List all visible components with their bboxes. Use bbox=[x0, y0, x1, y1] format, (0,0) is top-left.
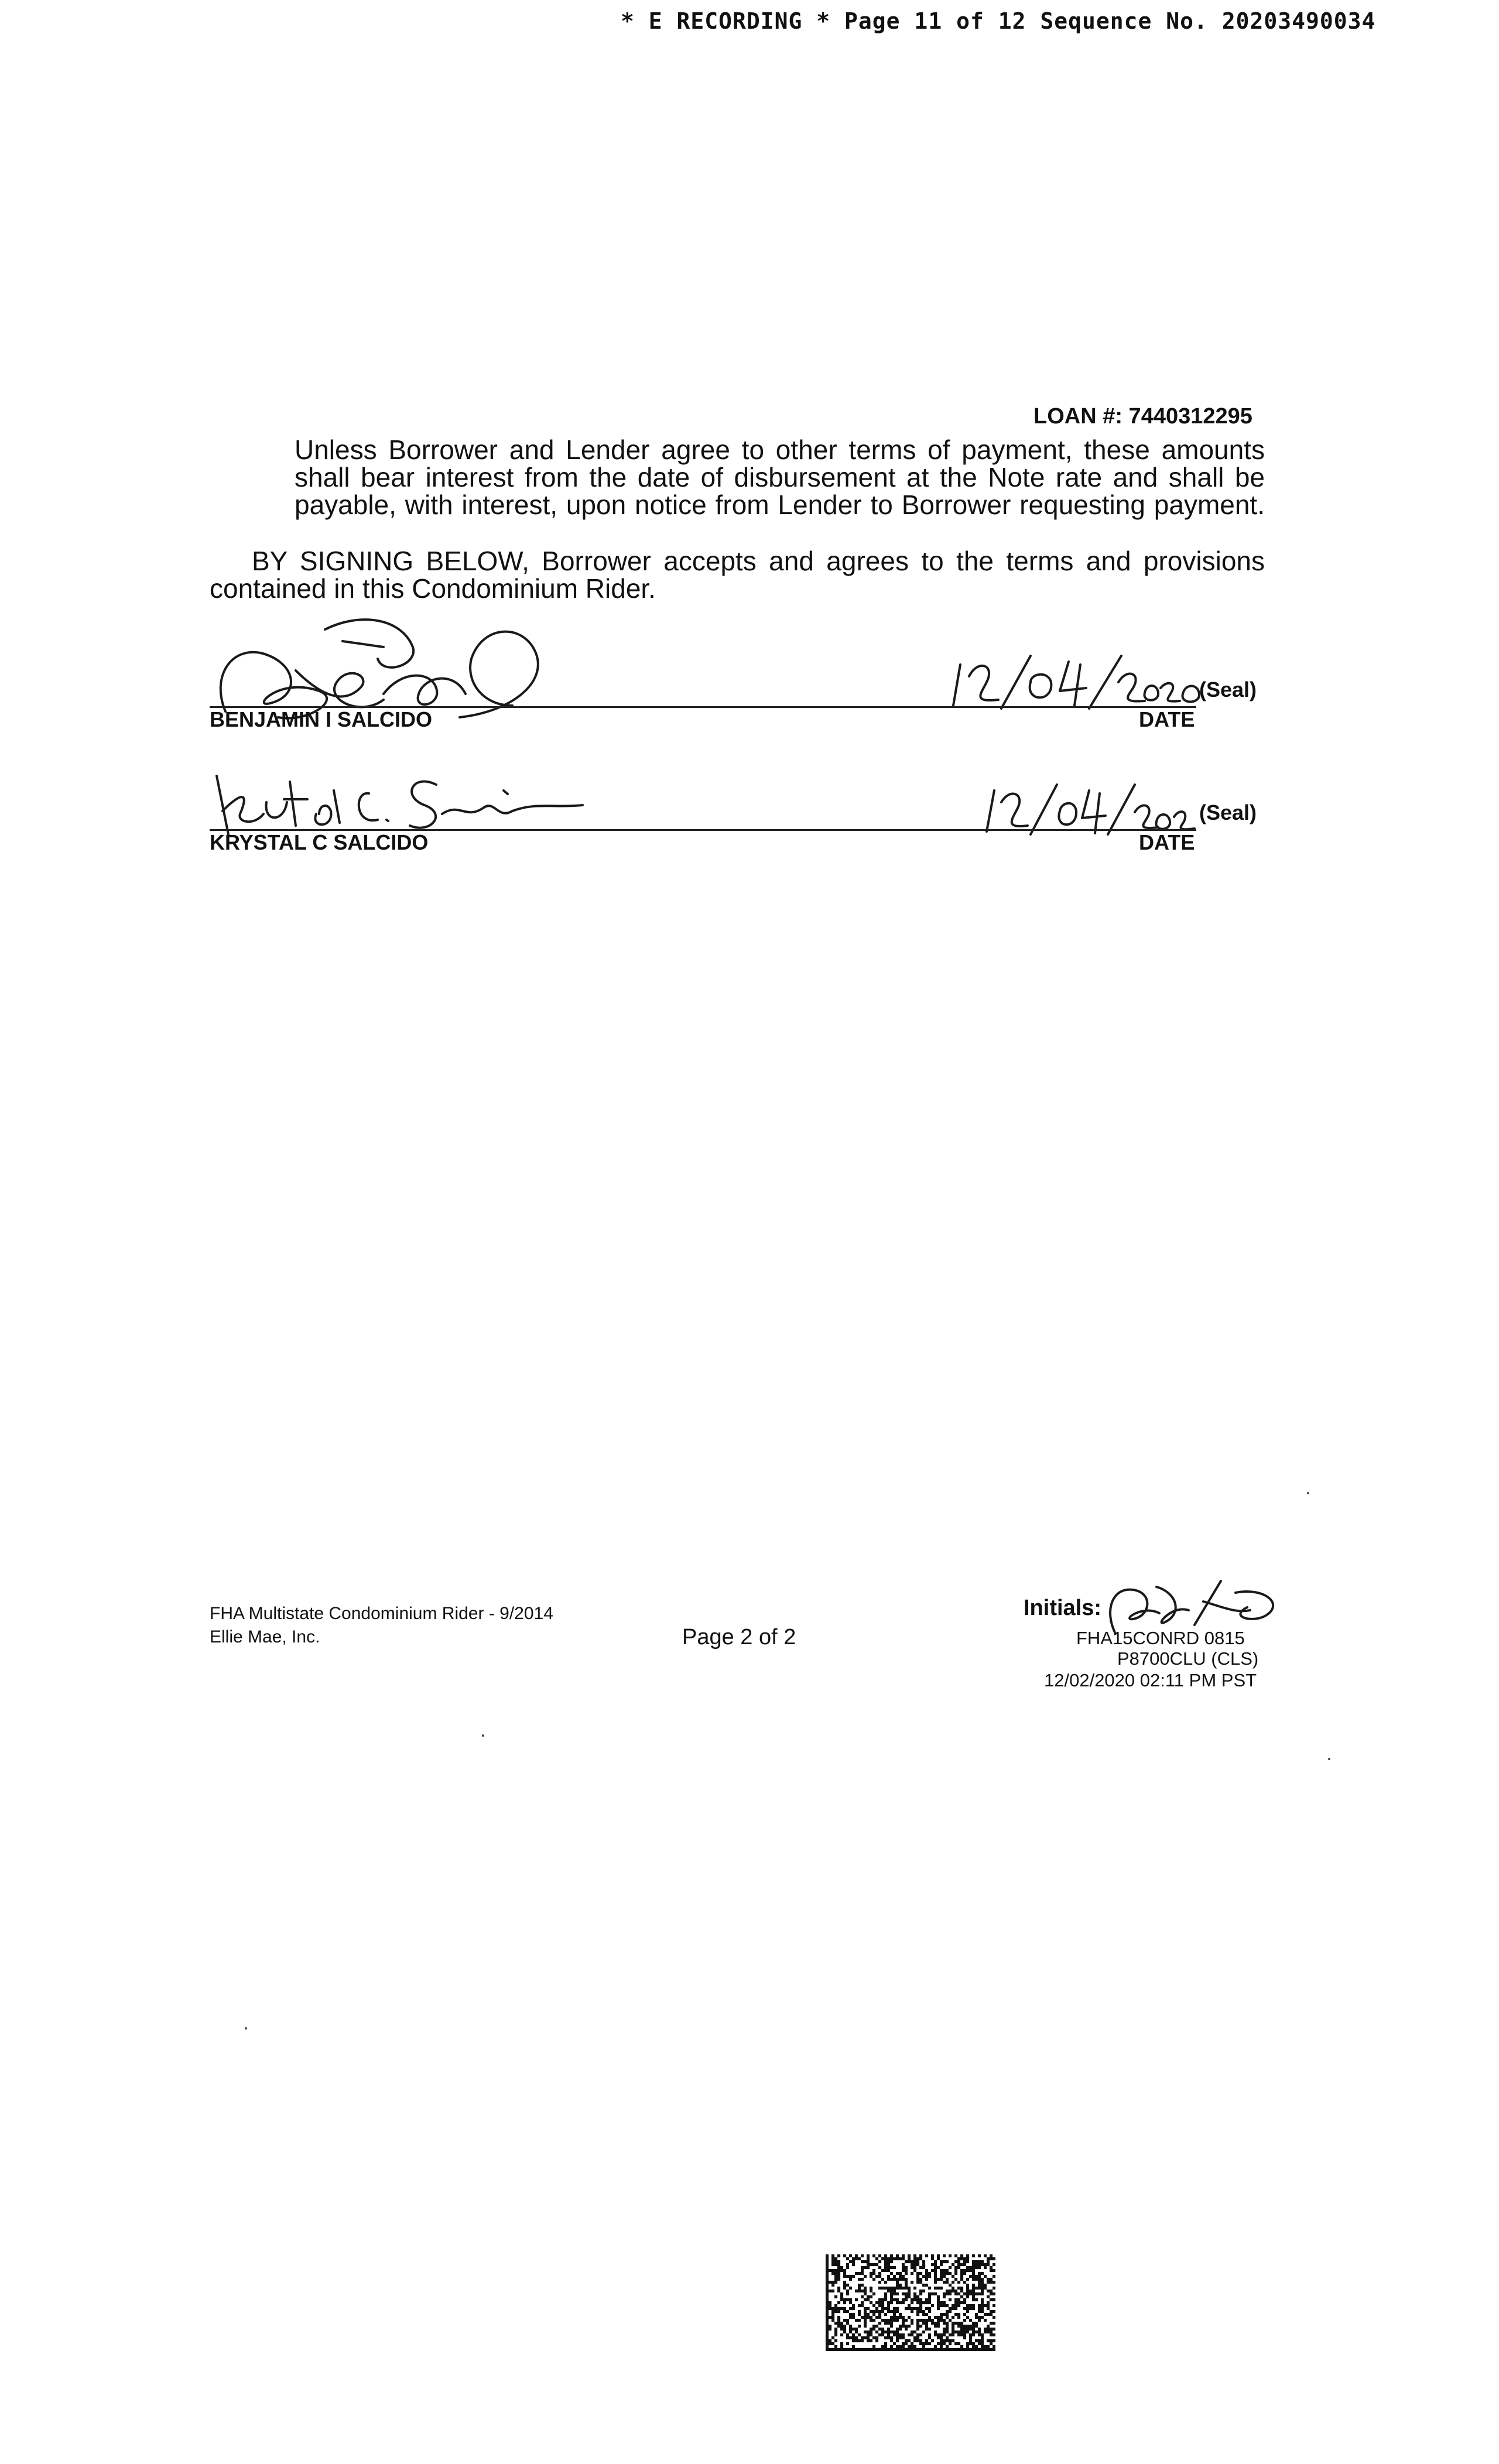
scan-speck bbox=[1328, 1758, 1330, 1760]
paragraph-line: shall bear interest from the date of disbursement at the Note rate and shall be bbox=[295, 462, 1265, 492]
initials-label: Initials: bbox=[1024, 1596, 1102, 1620]
document-code: P8700CLU (CLS) bbox=[1117, 1648, 1259, 1669]
paragraph-line: payable, with interest, upon notice from Lender to Borrower requesting payment. bbox=[295, 490, 1265, 520]
signing-statement-paragraph bbox=[210, 547, 1265, 603]
datamatrix-barcode-icon bbox=[826, 2254, 995, 2351]
signer-name: BENJAMIN I SALCIDO bbox=[210, 707, 433, 731]
form-code: FHA15CONRD 0815 bbox=[1076, 1628, 1245, 1648]
date-label: DATE bbox=[1139, 830, 1195, 854]
print-timestamp: 12/02/2020 02:11 PM PST bbox=[1044, 1670, 1257, 1690]
form-title: FHA Multistate Condominium Rider - 9/2014 bbox=[210, 1604, 553, 1623]
paragraph-line: contained in this Condominium Rider. bbox=[210, 573, 656, 604]
vendor-name: Ellie Mae, Inc. bbox=[210, 1627, 320, 1647]
page-number: Page 2 of 2 bbox=[682, 1625, 796, 1649]
seal-label: (Seal) bbox=[1199, 800, 1257, 824]
seal-label: (Seal) bbox=[1199, 677, 1257, 701]
recording-header: * E RECORDING * Page 11 of 12 Sequence No. 20203490034 bbox=[621, 8, 1376, 34]
scan-speck bbox=[245, 2027, 247, 2030]
payment-terms-paragraph bbox=[295, 436, 1265, 519]
loan-number: LOAN #: 7440312295 bbox=[1033, 404, 1252, 429]
scan-speck bbox=[1307, 1492, 1309, 1494]
date-label: DATE bbox=[1139, 707, 1195, 731]
scan-speck bbox=[482, 1734, 484, 1737]
paragraph-line: BY SIGNING BELOW, Borrower accepts and agrees to the terms and provisions bbox=[252, 546, 1265, 576]
paragraph-line: Unless Borrower and Lender agree to other terms of payment, these amounts bbox=[295, 434, 1265, 465]
signer-name: KRYSTAL C SALCIDO bbox=[210, 830, 429, 854]
